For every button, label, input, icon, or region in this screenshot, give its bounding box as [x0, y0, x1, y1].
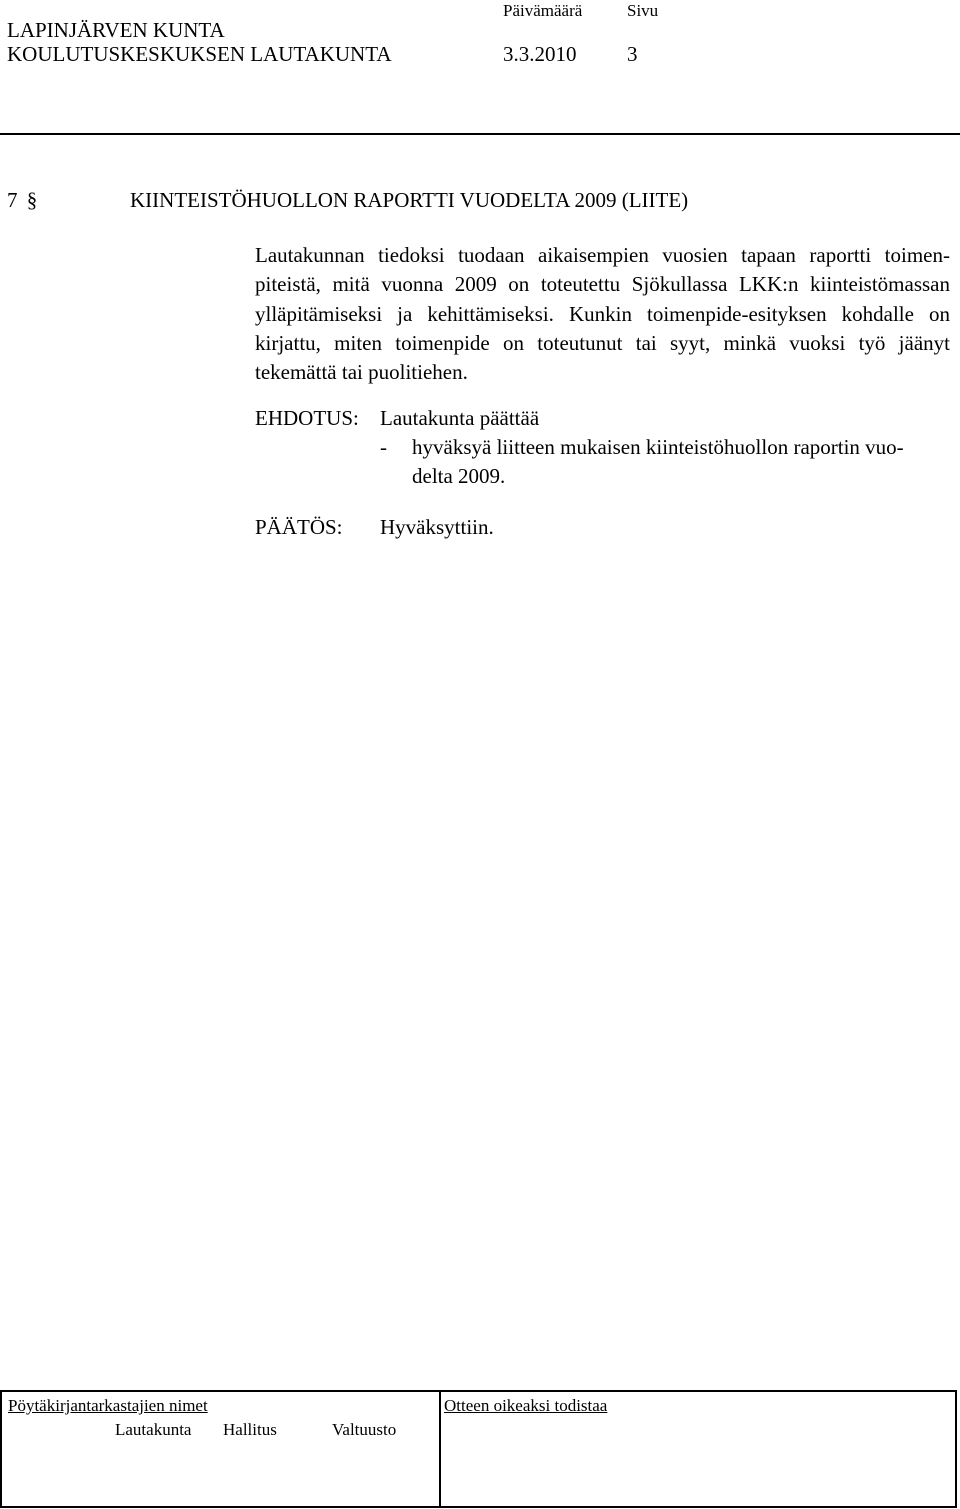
- section-symbol: §: [26, 188, 38, 212]
- decision-label: PÄÄTÖS:: [255, 515, 343, 539]
- proposal-item-line1: hyväksyä liitteen mukaisen kiinteistöhuollon raportin vuo-: [412, 435, 904, 459]
- section-title: KIINTEISTÖHUOLLON RAPORTTI VUODELTA 2009 (LIITE): [130, 188, 689, 212]
- footer-box: [0, 1390, 957, 1508]
- footer-col-valtuusto: Valtuusto: [332, 1420, 397, 1439]
- decision-text: Hyväksyttiin.: [380, 515, 494, 539]
- certify-label: Otteen oikeaksi todistaa: [444, 1396, 608, 1415]
- section-number: 7: [7, 188, 18, 212]
- page-number: 3: [627, 42, 638, 66]
- date-label: Päivämäärä: [503, 1, 583, 20]
- proposal-label: EHDOTUS:: [255, 406, 359, 430]
- header-rule: [0, 133, 960, 135]
- board-name: KOULUTUSKESKUKSEN LAUTAKUNTA: [7, 42, 392, 66]
- footer-col-lautakunta: Lautakunta: [115, 1420, 192, 1439]
- reviewers-label: Pöytäkirjantarkastajien nimet: [8, 1396, 208, 1415]
- municipality-name: LAPINJÄRVEN KUNTA: [7, 18, 225, 42]
- footer-divider: [439, 1392, 441, 1506]
- proposal-item-dash: -: [380, 435, 387, 459]
- page-label: Sivu: [627, 1, 659, 20]
- section-heading: [7, 190, 37, 211]
- proposal-item-line2: delta 2009.: [412, 464, 506, 488]
- meeting-date: 3.3.2010: [503, 42, 577, 66]
- proposal-text: Lautakunta päättää: [380, 406, 540, 430]
- section-body: Lautakunnan tiedoksi tuodaan aikaisempien vuosien tapaan raportti toimenpiteistä, mitä vuonna 2009 on toteutettu Sjökullassa LKK:n kiinteistömassan ylläpitämiseksi ja kehittämiseksi. Kunkin toimenpide-esityksen kohdalle on kirjattu, miten toimenpide on toteutunut tai syyt, minkä vuoksi työ jäänyt tekemättä tai puolitiehen.: [255, 243, 950, 385]
- footer-col-hallitus: Hallitus: [223, 1420, 277, 1439]
